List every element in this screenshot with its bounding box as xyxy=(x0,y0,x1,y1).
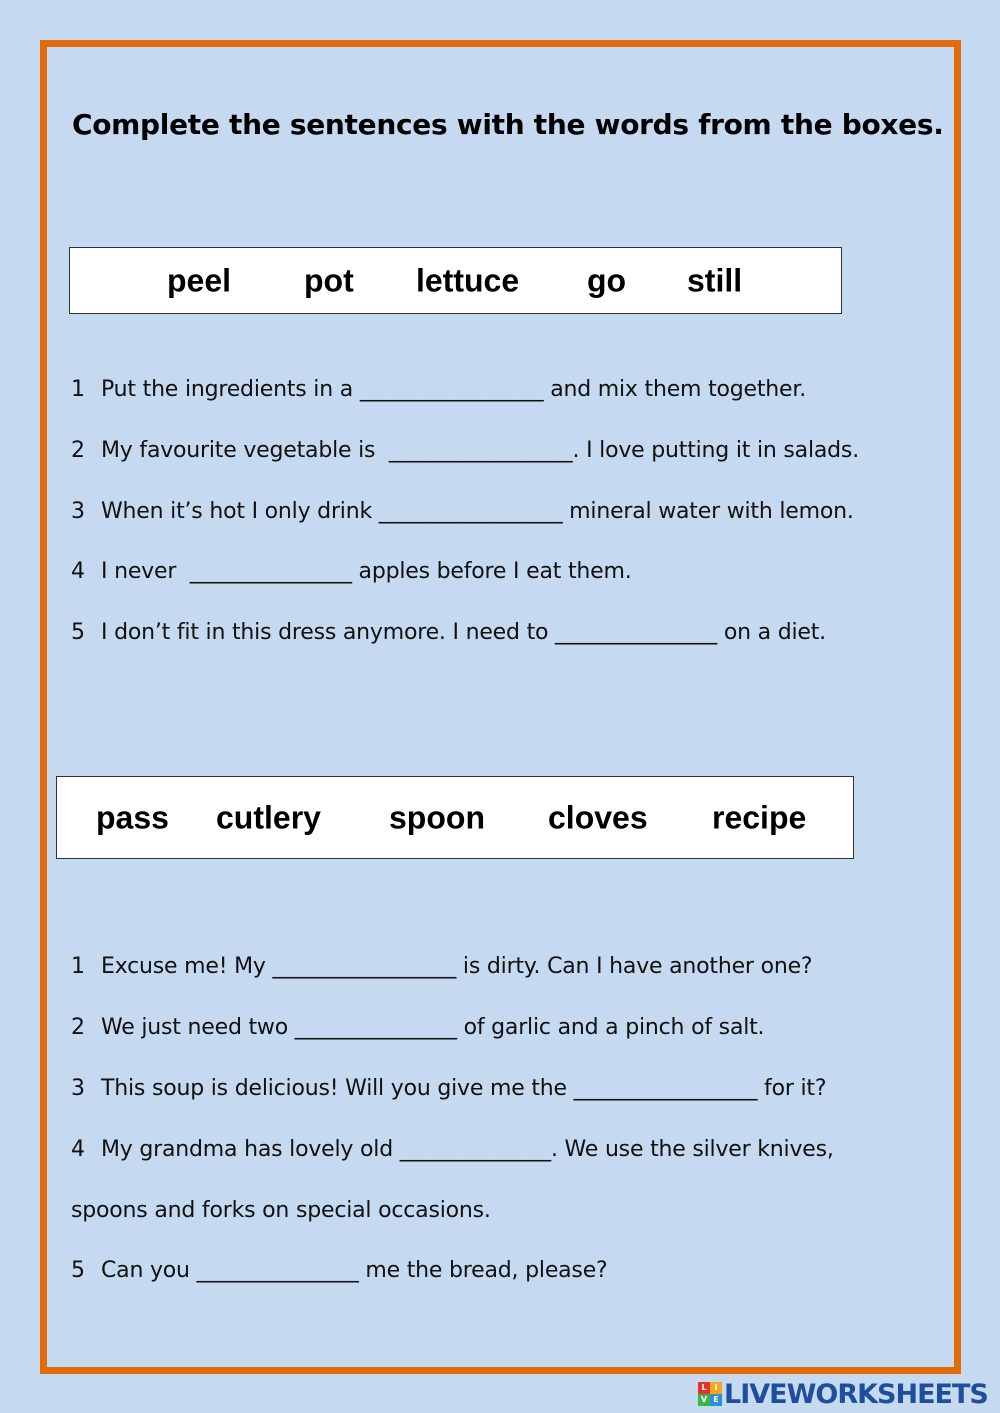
word-box-2-word: cutlery xyxy=(216,799,321,835)
word-box-2-word: cloves xyxy=(548,799,648,835)
sentence-2-1 xyxy=(71,954,812,979)
sentence-number: 5 xyxy=(71,1258,85,1283)
sentence-2-4-continued xyxy=(71,1198,491,1223)
instruction-heading: Complete the sentences with the words from the boxes. xyxy=(72,108,944,141)
sentence-text: Put the ingredients in a _________________ and mix them together. xyxy=(101,377,806,402)
liveworksheets-logo[interactable] xyxy=(698,1378,988,1410)
logo-text: LIVEWORKSHEETS xyxy=(724,1378,988,1410)
sentence-1-1 xyxy=(71,377,806,402)
word-box-2-word: recipe xyxy=(712,799,807,835)
sentence-text: We just need two _______________ of garlic and a pinch of salt. xyxy=(101,1015,765,1040)
sentence-2-4 xyxy=(71,1137,834,1162)
sentence-1-5 xyxy=(71,620,826,645)
sentence-text: I never _______________ apples before I eat them. xyxy=(101,559,632,584)
sentence-number: 1 xyxy=(71,377,85,402)
sentence-1-2 xyxy=(71,438,859,463)
word-box-1-word: pot xyxy=(304,262,354,298)
sentence-text: spoons and forks on special occasions. xyxy=(71,1198,491,1223)
sentence-text: Excuse me! My _________________ is dirty. Can I have another one? xyxy=(101,954,813,979)
sentence-number: 4 xyxy=(71,559,85,584)
sentence-2-5 xyxy=(71,1258,608,1283)
sentence-number: 3 xyxy=(71,499,85,524)
worksheet-frame xyxy=(40,40,961,1374)
sentence-1-4 xyxy=(71,559,632,584)
sentence-number: 2 xyxy=(71,438,85,463)
word-box-1-word: still xyxy=(687,262,743,298)
sentence-1-3 xyxy=(71,499,854,524)
sentence-text: I don’t fit in this dress anymore. I need to _______________ on a diet. xyxy=(101,620,826,645)
sentence-text: This soup is delicious! Will you give me the _________________ for it? xyxy=(101,1076,827,1101)
sentence-2-3 xyxy=(71,1076,826,1101)
sentence-number: 4 xyxy=(71,1137,85,1162)
word-box-1 xyxy=(69,247,842,314)
word-box-1-word: peel xyxy=(167,262,232,298)
sentence-number: 5 xyxy=(71,620,85,645)
sentence-number: 3 xyxy=(71,1076,85,1101)
sentence-2-2 xyxy=(71,1015,764,1040)
sentence-number: 2 xyxy=(71,1015,85,1040)
word-box-2 xyxy=(56,776,854,859)
word-box-1-word: go xyxy=(587,262,627,298)
word-box-1-word: lettuce xyxy=(416,262,520,298)
sentence-number: 1 xyxy=(71,954,85,979)
word-box-2-word: spoon xyxy=(389,799,485,835)
sentence-text: My favourite vegetable is _________________. I love putting it in salads. xyxy=(101,438,859,463)
sentence-text: When it’s hot I only drink _________________ mineral water with lemon. xyxy=(101,499,854,524)
logo-mark-icon: L I V E xyxy=(698,1382,722,1406)
sentence-text: Can you _______________ me the bread, please? xyxy=(101,1258,608,1283)
word-box-2-word: pass xyxy=(96,799,169,835)
sentence-text: My grandma has lovely old ______________. We use the silver knives, xyxy=(101,1137,834,1162)
